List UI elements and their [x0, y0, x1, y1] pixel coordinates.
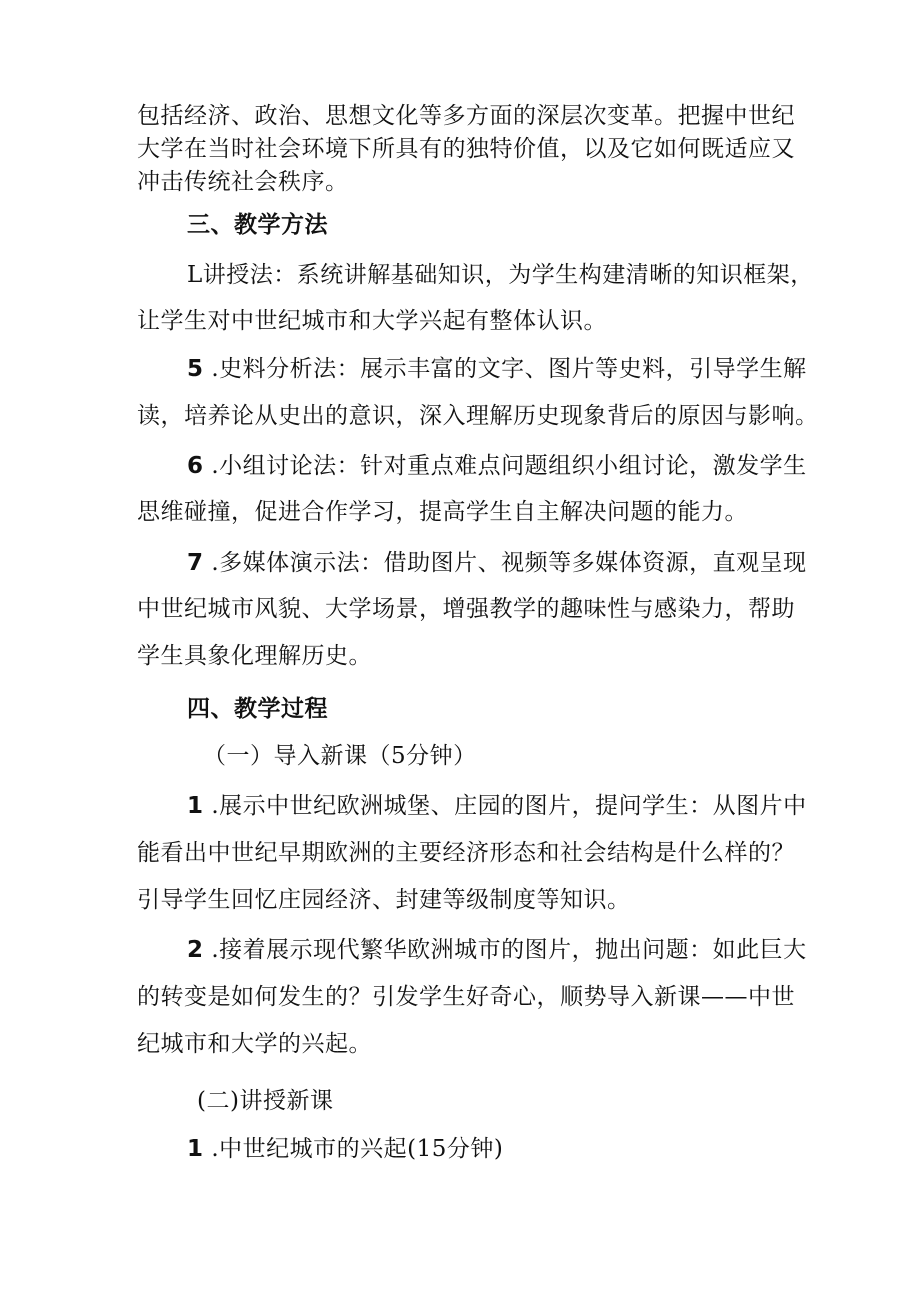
item-number: 1: [187, 793, 204, 819]
item-text: .多媒体演示法：借助图片、视频等多媒体资源，直观呈现: [203, 550, 807, 576]
section-heading-process: 四、教学过程: [187, 696, 328, 722]
item-text: 讲授法：系统讲解基础知识，为学生构建清晰的知识框架，: [202, 262, 814, 288]
paragraph-line: 包括经济、政治、思想文化等多方面的深层次变革。把握中世纪: [137, 103, 795, 129]
method-item-multimedia-line1: [187, 548, 807, 578]
item-number: 6: [187, 453, 204, 479]
method-item-lecture-line2: 让学生对中世纪城市和大学兴起有整体认识。: [137, 308, 607, 334]
subsection-title-lecture: (二)讲授新课: [197, 1088, 334, 1114]
intro-item-1-line1: [187, 791, 807, 821]
item-text: .史料分析法：展示丰富的文字、图片等史料，引导学生解: [203, 356, 807, 382]
item-text: .小组讨论法：针对重点难点问题组织小组讨论，激发学生: [203, 453, 807, 479]
method-item-group-line1: [187, 451, 807, 481]
intro-item-1-line3: 引导学生回忆庄园经济、封建等级制度等知识。: [137, 887, 631, 913]
method-item-multimedia-line3: 学生具象化理解历史。: [137, 643, 372, 669]
item-number: 1: [187, 1136, 204, 1162]
intro-item-2-line3: 纪城市和大学的兴起。: [137, 1031, 372, 1057]
intro-item-2-line2: 的转变是如何发生的？引发学生好奇心，顺势导入新课——中世: [137, 984, 795, 1010]
method-item-source-line2: 读，培养论从史出的意识，深入理解历史现象背后的原因与影响。: [137, 403, 819, 429]
item-number: L: [187, 262, 203, 288]
intro-item-2-line1: [187, 935, 807, 965]
item-number: 7: [187, 550, 204, 576]
method-item-multimedia-line2: 中世纪城市风貌、大学场景，增强教学的趣味性与感染力，帮助: [137, 596, 795, 622]
item-number: 2: [187, 937, 204, 963]
item-text: .展示中世纪欧洲城堡、庄园的图片，提问学生：从图片中: [203, 793, 807, 819]
paragraph-line: 大学在当时社会环境下所具有的独特价值，以及它如何既适应又: [137, 136, 795, 162]
section-heading-methods: 三、教学方法: [187, 212, 328, 238]
intro-item-1-line2: 能看出中世纪早期欧洲的主要经济形态和社会结构是什么样的？: [137, 840, 795, 866]
method-item-lecture-line1: [187, 260, 814, 290]
lecture-item-1: [187, 1134, 503, 1164]
method-item-source-line1: [187, 354, 807, 384]
subsection-title-intro: （一）导入新课（5分钟）: [203, 743, 477, 769]
item-text: .中世纪城市的兴起(15分钟): [203, 1136, 504, 1162]
item-text: .接着展示现代繁华欧洲城市的图片，抛出问题：如此巨大: [203, 937, 807, 963]
paragraph-line: 冲击传统社会秩序。: [137, 169, 349, 195]
item-number: 5: [187, 356, 204, 382]
method-item-group-line2: 思维碰撞，促进合作学习，提高学生自主解决问题的能力。: [137, 499, 748, 525]
